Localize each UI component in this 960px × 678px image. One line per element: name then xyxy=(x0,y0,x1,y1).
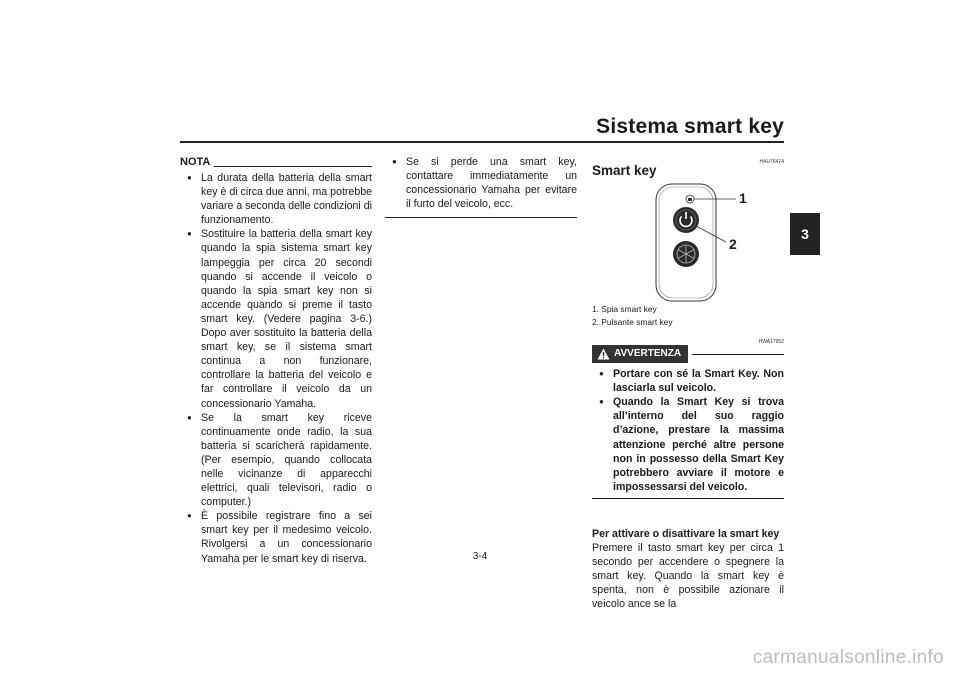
warning-triangle-icon xyxy=(597,348,610,360)
page-number: 3-4 xyxy=(472,551,488,562)
watermark: carmanualsonline.info xyxy=(752,647,944,668)
warning-code: HWA17952 xyxy=(758,339,784,346)
warning-header xyxy=(592,345,784,363)
nota-item: ● È possibile registrare fino a sei smart key per il medesimo veicolo. Rivolgersi a un concessionario Yamaha per le smart key di riserva. xyxy=(180,509,372,565)
activation-heading: Per attivare o disattivare la smart key xyxy=(592,527,780,540)
smart-key-illustration xyxy=(592,178,784,303)
nota-end-rule xyxy=(385,217,577,218)
warning-badge xyxy=(592,345,688,363)
nota-header xyxy=(180,155,372,169)
figure-captions xyxy=(592,303,784,329)
header-rule xyxy=(180,141,784,143)
warning-item: ● Quando la Smart Key si trova all’interno del suo raggio d’azione, prestare la massima attenzione perché altre persone non in possesso della Smart Key potrebbero avviare il motore e impossessarsi del veicolo. xyxy=(592,395,784,494)
nota-list-continued xyxy=(385,155,577,211)
smart-key-figure xyxy=(592,178,784,303)
nota-continued-column xyxy=(385,155,577,218)
chapter-tab: 3 xyxy=(790,213,820,255)
nota-rule xyxy=(214,166,372,167)
section-code: HAU76474 xyxy=(759,159,784,165)
caption-item: 2. Pulsante smart key xyxy=(592,317,673,328)
nota-item: ● Sostituire la batteria della smart key quando la spia sistema smart key lampeggia per circa 20 secondi quando si accende il veicolo o quando la spia smart key non si accende quando si preme il tasto smart key. (Vedere pagina 3-6.) Dopo aver sostituito la batteria della smart key, se il sistema smart continua a non funzionare, controllare la batteria del veicolo e far controllare il veicolo da un concessionario Yamaha. xyxy=(180,227,372,410)
warning-list xyxy=(592,367,784,494)
nota-item: ● Se si perde una smart key, contattare immediatamente un concessionario Yamaha per evitare il furto del veicolo, ecc. xyxy=(385,155,577,211)
warning-end-rule xyxy=(592,498,784,499)
nota-label: NOTA xyxy=(180,155,211,168)
nota-list xyxy=(180,171,372,566)
activation-text: Premere il tasto smart key per circa 1 secondo per accendere o spegnere la smart key. Quando la smart key è spenta, non è possibile azionare il veicolo ance se la xyxy=(592,542,784,611)
section-title: Smart key xyxy=(592,163,657,178)
warning-item: ● Portare con sé la Smart Key. Non lasciarla sul veicolo. xyxy=(592,367,784,395)
callout-2: 2 xyxy=(729,236,737,253)
page-title: Sistema smart key xyxy=(596,115,784,138)
warning-label: AVVERTENZA xyxy=(614,348,682,360)
nota-item: ● La durata della batteria della smart key è di circa due anni, ma potrebbe variare a seconda delle condizioni di funzionamento. xyxy=(180,171,372,227)
nota-item: ● Se la smart key riceve continuamente onde radio, la sua batteria si scaricherà rapidamente. (Per esempio, quando collocata nelle vicinanze di apparecchi elettrici, quali televisori, radio o computer.) xyxy=(180,411,372,510)
nota-column xyxy=(180,155,372,566)
callout-1: 1 xyxy=(739,190,747,207)
caption-item: 1. Spia smart key xyxy=(592,304,657,315)
smart-key-column xyxy=(592,155,784,612)
warning-rule xyxy=(692,354,784,355)
